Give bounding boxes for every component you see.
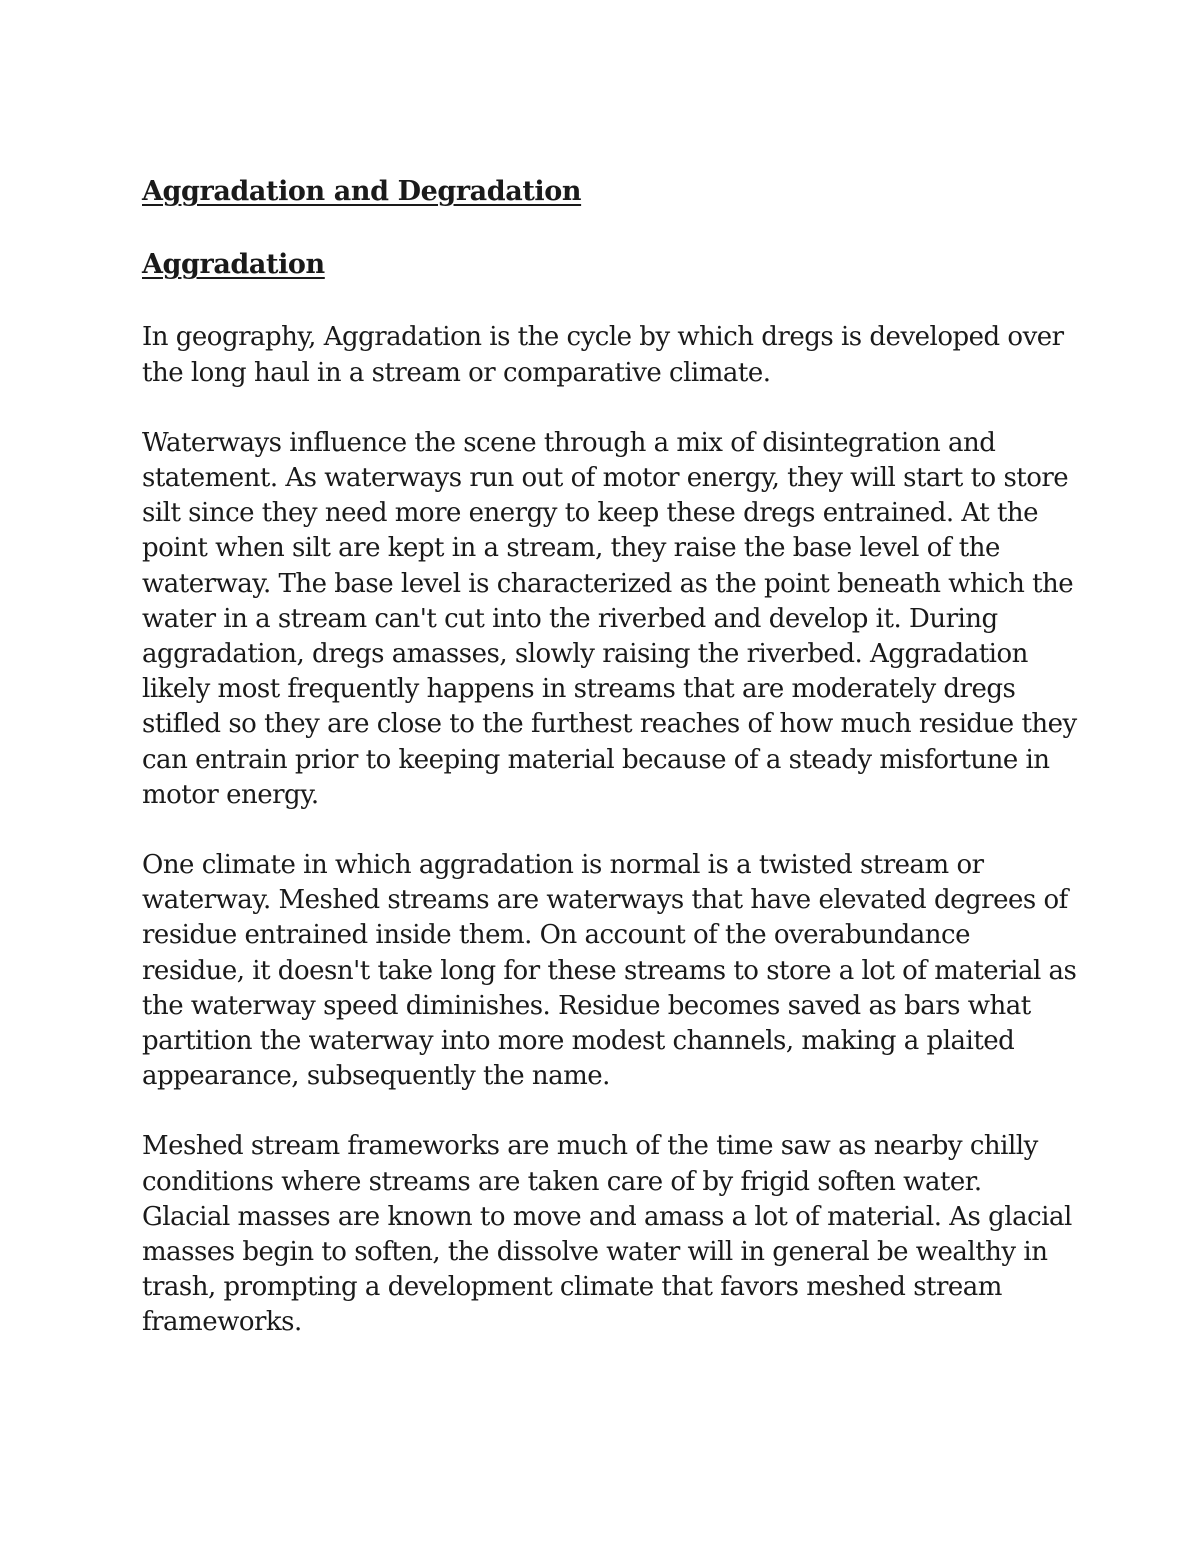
- document-body: [142, 174, 1077, 1376]
- document-title: Aggradation and Degradation: [142, 176, 582, 207]
- paragraph-3: One climate in which aggradation is normal is a twisted stream or waterway. Meshed streams are waterways that have elevated degrees of residue entrained inside them. On account of the overabundance residue, it doesn't take long for these streams to store a lot of material as the waterway speed diminishes. Residue becomes saved as bars what partition the waterway into more modest channels, making a plaited appearance, subsequently the name.: [142, 850, 1077, 1092]
- paragraph-4: Meshed stream frameworks are much of the time saw as nearby chilly conditions where streams are taken care of by frigid soften water. Glacial masses are known to move and amass a lot of material. As glacial masses begin to soften, the dissolve water will in general be wealthy in trash, prompting a development climate that favors meshed stream frameworks.: [142, 1131, 1072, 1338]
- section-heading: Aggradation: [142, 249, 325, 281]
- paragraph-1: In geography, Aggradation is the cycle by which dregs is developed over the long haul in a stream or comparative climate.: [142, 322, 1064, 388]
- paragraph-2: Waterways influence the scene through a mix of disintegration and statement. As waterways run out of motor energy, they will start to store silt since they need more energy to keep these dregs entrained. At the point when silt are kept in a stream, they raise the base level of the waterway. The base level is characterized as the point beneath which the water in a stream can't cut into the riverbed and develop it. During aggradation, dregs amasses, slowly raising the riverbed. Aggradation likely most frequently happens in streams that are moderately dregs stifled so they are close to the furthest reaches of how much residue they can entrain prior to keeping material because of a steady misfortune in motor energy.: [142, 427, 1077, 810]
